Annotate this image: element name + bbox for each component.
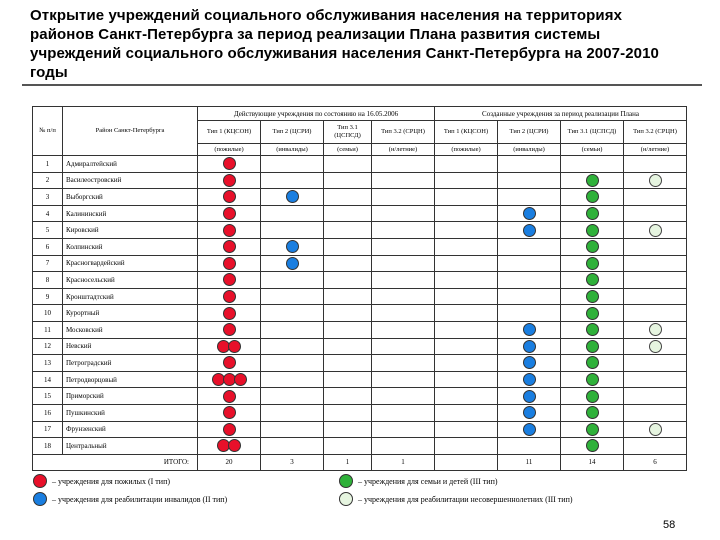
existing-cell [198,172,261,189]
blue-circle-icon [286,257,299,270]
created-cell [435,338,498,355]
header-subtype: (семьи) [561,144,624,156]
total-existing: 1 [324,454,372,471]
totals-label: ИТОГО: [33,454,198,471]
created-cell [498,156,561,173]
created-cell [435,321,498,338]
created-cell [624,172,687,189]
existing-cell [324,255,372,272]
created-cell [435,288,498,305]
table-row [33,288,687,305]
existing-cell [324,305,372,322]
created-cell [498,238,561,255]
created-cell [435,255,498,272]
light-green-circle-icon [649,423,662,436]
existing-cell [261,355,324,372]
table-row [33,172,687,189]
row-number: 4 [33,205,63,222]
district-name: Кировский [63,222,198,239]
blue-circle-icon [523,323,536,336]
table-row [33,238,687,255]
created-cell [561,371,624,388]
existing-cell [198,156,261,173]
district-name: Красногвардейский [63,255,198,272]
existing-cell [198,355,261,372]
created-cell [498,371,561,388]
table-row [33,438,687,455]
existing-cell [198,288,261,305]
existing-cell [261,222,324,239]
existing-cell [261,156,324,173]
created-cell [561,321,624,338]
existing-cell [372,238,435,255]
created-cell [561,238,624,255]
existing-cell [261,172,324,189]
created-cell [435,404,498,421]
total-created: 6 [624,454,687,471]
existing-cell [261,305,324,322]
created-cell [624,205,687,222]
existing-cell [198,421,261,438]
existing-cell [324,321,372,338]
created-cell [624,421,687,438]
created-cell [561,156,624,173]
created-cell [624,189,687,206]
district-name: Василеостровский [63,172,198,189]
header-type: Тип 3.2 (СРЦН) [372,121,435,144]
existing-cell [198,371,261,388]
existing-cell [261,238,324,255]
created-cell [435,438,498,455]
created-cell [435,272,498,289]
district-name: Пушкинский [63,404,198,421]
row-number: 2 [33,172,63,189]
green-circle-icon [586,273,599,286]
existing-cell [372,156,435,173]
existing-cell [324,355,372,372]
created-cell [498,438,561,455]
blue-circle-icon [523,340,536,353]
existing-cell [372,338,435,355]
header-subtype: (н/летние) [372,144,435,156]
existing-cell [372,388,435,405]
green-circle-icon [586,207,599,220]
existing-cell [261,272,324,289]
existing-cell [324,156,372,173]
blue-circle-icon [286,190,299,203]
legend-text: – учреждения для реабилитации несовершеннолетних (III тип) [358,495,573,504]
created-cell [561,205,624,222]
existing-cell [261,388,324,405]
created-cell [498,205,561,222]
created-cell [498,272,561,289]
red-circle-icon [223,240,236,253]
row-number: 13 [33,355,63,372]
existing-cell [261,205,324,222]
existing-cell [372,421,435,438]
header-type: Тип 3.2 (СРЦН) [624,121,687,144]
created-cell [561,272,624,289]
red-circle-icon [33,474,47,488]
table-row [33,404,687,421]
red-circle-icon [223,406,236,419]
district-name: Кронштадтский [63,288,198,305]
total-created: 11 [498,454,561,471]
existing-cell [372,172,435,189]
table-row [33,205,687,222]
existing-cell [261,321,324,338]
table-row [33,371,687,388]
existing-cell [372,355,435,372]
table-row [33,255,687,272]
table-row [33,421,687,438]
existing-cell [372,222,435,239]
blue-circle-icon [523,373,536,386]
header-district: Район Санкт-Петербурга [63,107,198,156]
blue-circle-icon [523,224,536,237]
red-circle-icon [223,273,236,286]
light-green-circle-icon [649,224,662,237]
existing-cell [372,205,435,222]
red-circle-icon [223,290,236,303]
header-type: Тип 2 (ЦСРИ) [261,121,324,144]
existing-cell [324,272,372,289]
created-cell [624,404,687,421]
district-name: Калининский [63,205,198,222]
red-circle-icon [223,224,236,237]
existing-cell [372,255,435,272]
header-subtype: (н/летние) [624,144,687,156]
created-cell [624,321,687,338]
created-cell [498,338,561,355]
table-row [33,338,687,355]
existing-cell [198,438,261,455]
header-type: Тип 3.1 (ЦСПСД) [561,121,624,144]
existing-cell [261,438,324,455]
created-cell [561,438,624,455]
created-cell [561,355,624,372]
total-existing: 3 [261,454,324,471]
table-row [33,222,687,239]
header-type: Тип 3.1 (ЦСПСД) [324,121,372,144]
row-number: 10 [33,305,63,322]
district-name: Адмиралтейский [63,156,198,173]
created-cell [624,305,687,322]
district-name: Фрунзенский [63,421,198,438]
existing-cell [372,189,435,206]
red-circle-icon [223,190,236,203]
existing-cell [372,305,435,322]
created-cell [498,288,561,305]
green-circle-icon [586,190,599,203]
red-circle-icon [223,307,236,320]
table-row [33,388,687,405]
green-circle-icon [586,340,599,353]
created-cell [498,189,561,206]
created-cell [624,255,687,272]
header-type: Тип 1 (КЦСОН) [435,121,498,144]
created-cell [624,338,687,355]
existing-cell [324,172,372,189]
existing-cell [198,388,261,405]
existing-cell [198,255,261,272]
row-number: 15 [33,388,63,405]
created-cell [435,305,498,322]
total-created: 14 [561,454,624,471]
row-number: 3 [33,189,63,206]
existing-cell [324,222,372,239]
red-circle-icon [223,174,236,187]
blue-circle-icon [523,406,536,419]
created-cell [561,421,624,438]
created-cell [435,189,498,206]
row-number: 6 [33,238,63,255]
header-subtype: (семьи) [324,144,372,156]
header-created: Созданные учреждения за период реализации Плана [435,107,687,121]
district-name: Центральный [63,438,198,455]
existing-cell [324,189,372,206]
table-row [33,272,687,289]
header-type: Тип 1 (КЦСОН) [198,121,261,144]
blue-circle-icon [523,356,536,369]
created-cell [624,272,687,289]
created-cell [561,255,624,272]
existing-cell [324,371,372,388]
existing-cell [261,189,324,206]
red-circle-icon [223,323,236,336]
existing-cell [261,338,324,355]
red-circle-icon [223,390,236,403]
green-circle-icon [586,257,599,270]
existing-cell [261,404,324,421]
row-number: 14 [33,371,63,388]
existing-cell [198,321,261,338]
created-cell [561,222,624,239]
existing-cell [372,288,435,305]
green-circle-icon [586,240,599,253]
existing-cell [372,371,435,388]
red-circle-icon [228,439,241,452]
district-name: Петроградский [63,355,198,372]
created-cell [498,255,561,272]
green-circle-icon [586,373,599,386]
created-cell [435,156,498,173]
existing-cell [324,338,372,355]
created-cell [561,404,624,421]
header-num: № п/п [33,107,63,156]
green-circle-icon [586,406,599,419]
district-name: Петродворцовый [63,371,198,388]
created-cell [498,305,561,322]
district-name: Колпинский [63,238,198,255]
red-circle-icon [223,257,236,270]
created-cell [435,222,498,239]
created-cell [498,388,561,405]
green-circle-icon [586,390,599,403]
existing-cell [198,222,261,239]
existing-cell [198,305,261,322]
district-name: Приморский [63,388,198,405]
header-type: Тип 2 (ЦСРИ) [498,121,561,144]
existing-cell [372,438,435,455]
created-cell [624,156,687,173]
created-cell [561,338,624,355]
light-green-circle-icon [339,492,353,506]
existing-cell [198,338,261,355]
row-number: 7 [33,255,63,272]
created-cell [624,288,687,305]
district-name: Выборгский [63,189,198,206]
green-circle-icon [586,423,599,436]
green-circle-icon [586,174,599,187]
header-subtype: (инвалиды) [498,144,561,156]
blue-circle-icon [33,492,47,506]
table-row [33,189,687,206]
existing-cell [324,404,372,421]
created-cell [624,222,687,239]
existing-cell [324,238,372,255]
district-name: Курортный [63,305,198,322]
existing-cell [324,388,372,405]
created-cell [561,288,624,305]
row-number: 11 [33,321,63,338]
red-circle-icon [234,373,247,386]
table-row [33,156,687,173]
created-cell [624,371,687,388]
blue-circle-icon [523,207,536,220]
existing-cell [198,404,261,421]
red-circle-icon [223,423,236,436]
row-number: 8 [33,272,63,289]
existing-cell [372,404,435,421]
created-cell [624,238,687,255]
created-cell [435,355,498,372]
existing-cell [261,371,324,388]
districts-table [32,106,687,471]
existing-cell [198,238,261,255]
green-circle-icon [586,224,599,237]
red-circle-icon [228,340,241,353]
created-cell [435,205,498,222]
row-number: 9 [33,288,63,305]
legend-text: – учреждения для реабилитации инвалидов (II тип) [52,495,228,504]
existing-cell [261,421,324,438]
row-number: 12 [33,338,63,355]
legend-text: – учреждения для пожилых (I тип) [52,477,171,486]
existing-cell [324,205,372,222]
created-cell [498,355,561,372]
table-row [33,321,687,338]
red-circle-icon [223,207,236,220]
existing-cell [372,272,435,289]
title-underline [22,84,702,86]
created-cell [561,388,624,405]
existing-cell [261,255,324,272]
existing-cell [198,272,261,289]
created-cell [498,421,561,438]
total-existing: 20 [198,454,261,471]
created-cell [624,438,687,455]
existing-cell [324,438,372,455]
table-row [33,305,687,322]
row-number: 17 [33,421,63,438]
district-name: Невский [63,338,198,355]
header-subtype: (инвалиды) [261,144,324,156]
created-cell [435,371,498,388]
total-existing: 1 [372,454,435,471]
light-green-circle-icon [649,174,662,187]
created-cell [561,305,624,322]
red-circle-icon [223,356,236,369]
table-body [33,107,687,471]
created-cell [435,172,498,189]
existing-cell [324,421,372,438]
created-cell [624,388,687,405]
existing-cell [324,288,372,305]
light-green-circle-icon [649,323,662,336]
total-created [435,454,498,471]
light-green-circle-icon [649,340,662,353]
created-cell [435,388,498,405]
created-cell [624,355,687,372]
created-cell [498,321,561,338]
totals-row [33,454,687,471]
page-title: Открытие учреждений социального обслуживания населения на территориях районов Санкт-Петербурга за период реализации Плана развития системы учреждений социального обслуживания населения Санкт-Петербурга на 2007-2010 годы [30,7,659,81]
blue-circle-icon [523,390,536,403]
created-cell [498,222,561,239]
existing-cell [372,321,435,338]
created-cell [561,189,624,206]
header-subtype: (пожилые) [435,144,498,156]
green-circle-icon [339,474,353,488]
blue-circle-icon [523,423,536,436]
green-circle-icon [586,356,599,369]
red-circle-icon [223,157,236,170]
green-circle-icon [586,439,599,452]
green-circle-icon [586,290,599,303]
blue-circle-icon [286,240,299,253]
row-number: 18 [33,438,63,455]
created-cell [498,172,561,189]
existing-cell [198,189,261,206]
existing-cell [198,205,261,222]
page-number: 58 [663,519,676,531]
created-cell [498,404,561,421]
district-name: Московский [63,321,198,338]
row-number: 1 [33,156,63,173]
district-name: Красносельский [63,272,198,289]
created-cell [561,172,624,189]
green-circle-icon [586,307,599,320]
row-number: 16 [33,404,63,421]
table-row [33,355,687,372]
row-number: 5 [33,222,63,239]
header-subtype: (пожилые) [198,144,261,156]
created-cell [435,421,498,438]
existing-cell [261,288,324,305]
created-cell [435,238,498,255]
header-existing: Действующие учреждения по состоянию на 16.05.2006 [198,107,435,121]
legend-text: – учреждения для семьи и детей (III тип) [358,477,498,486]
green-circle-icon [586,323,599,336]
